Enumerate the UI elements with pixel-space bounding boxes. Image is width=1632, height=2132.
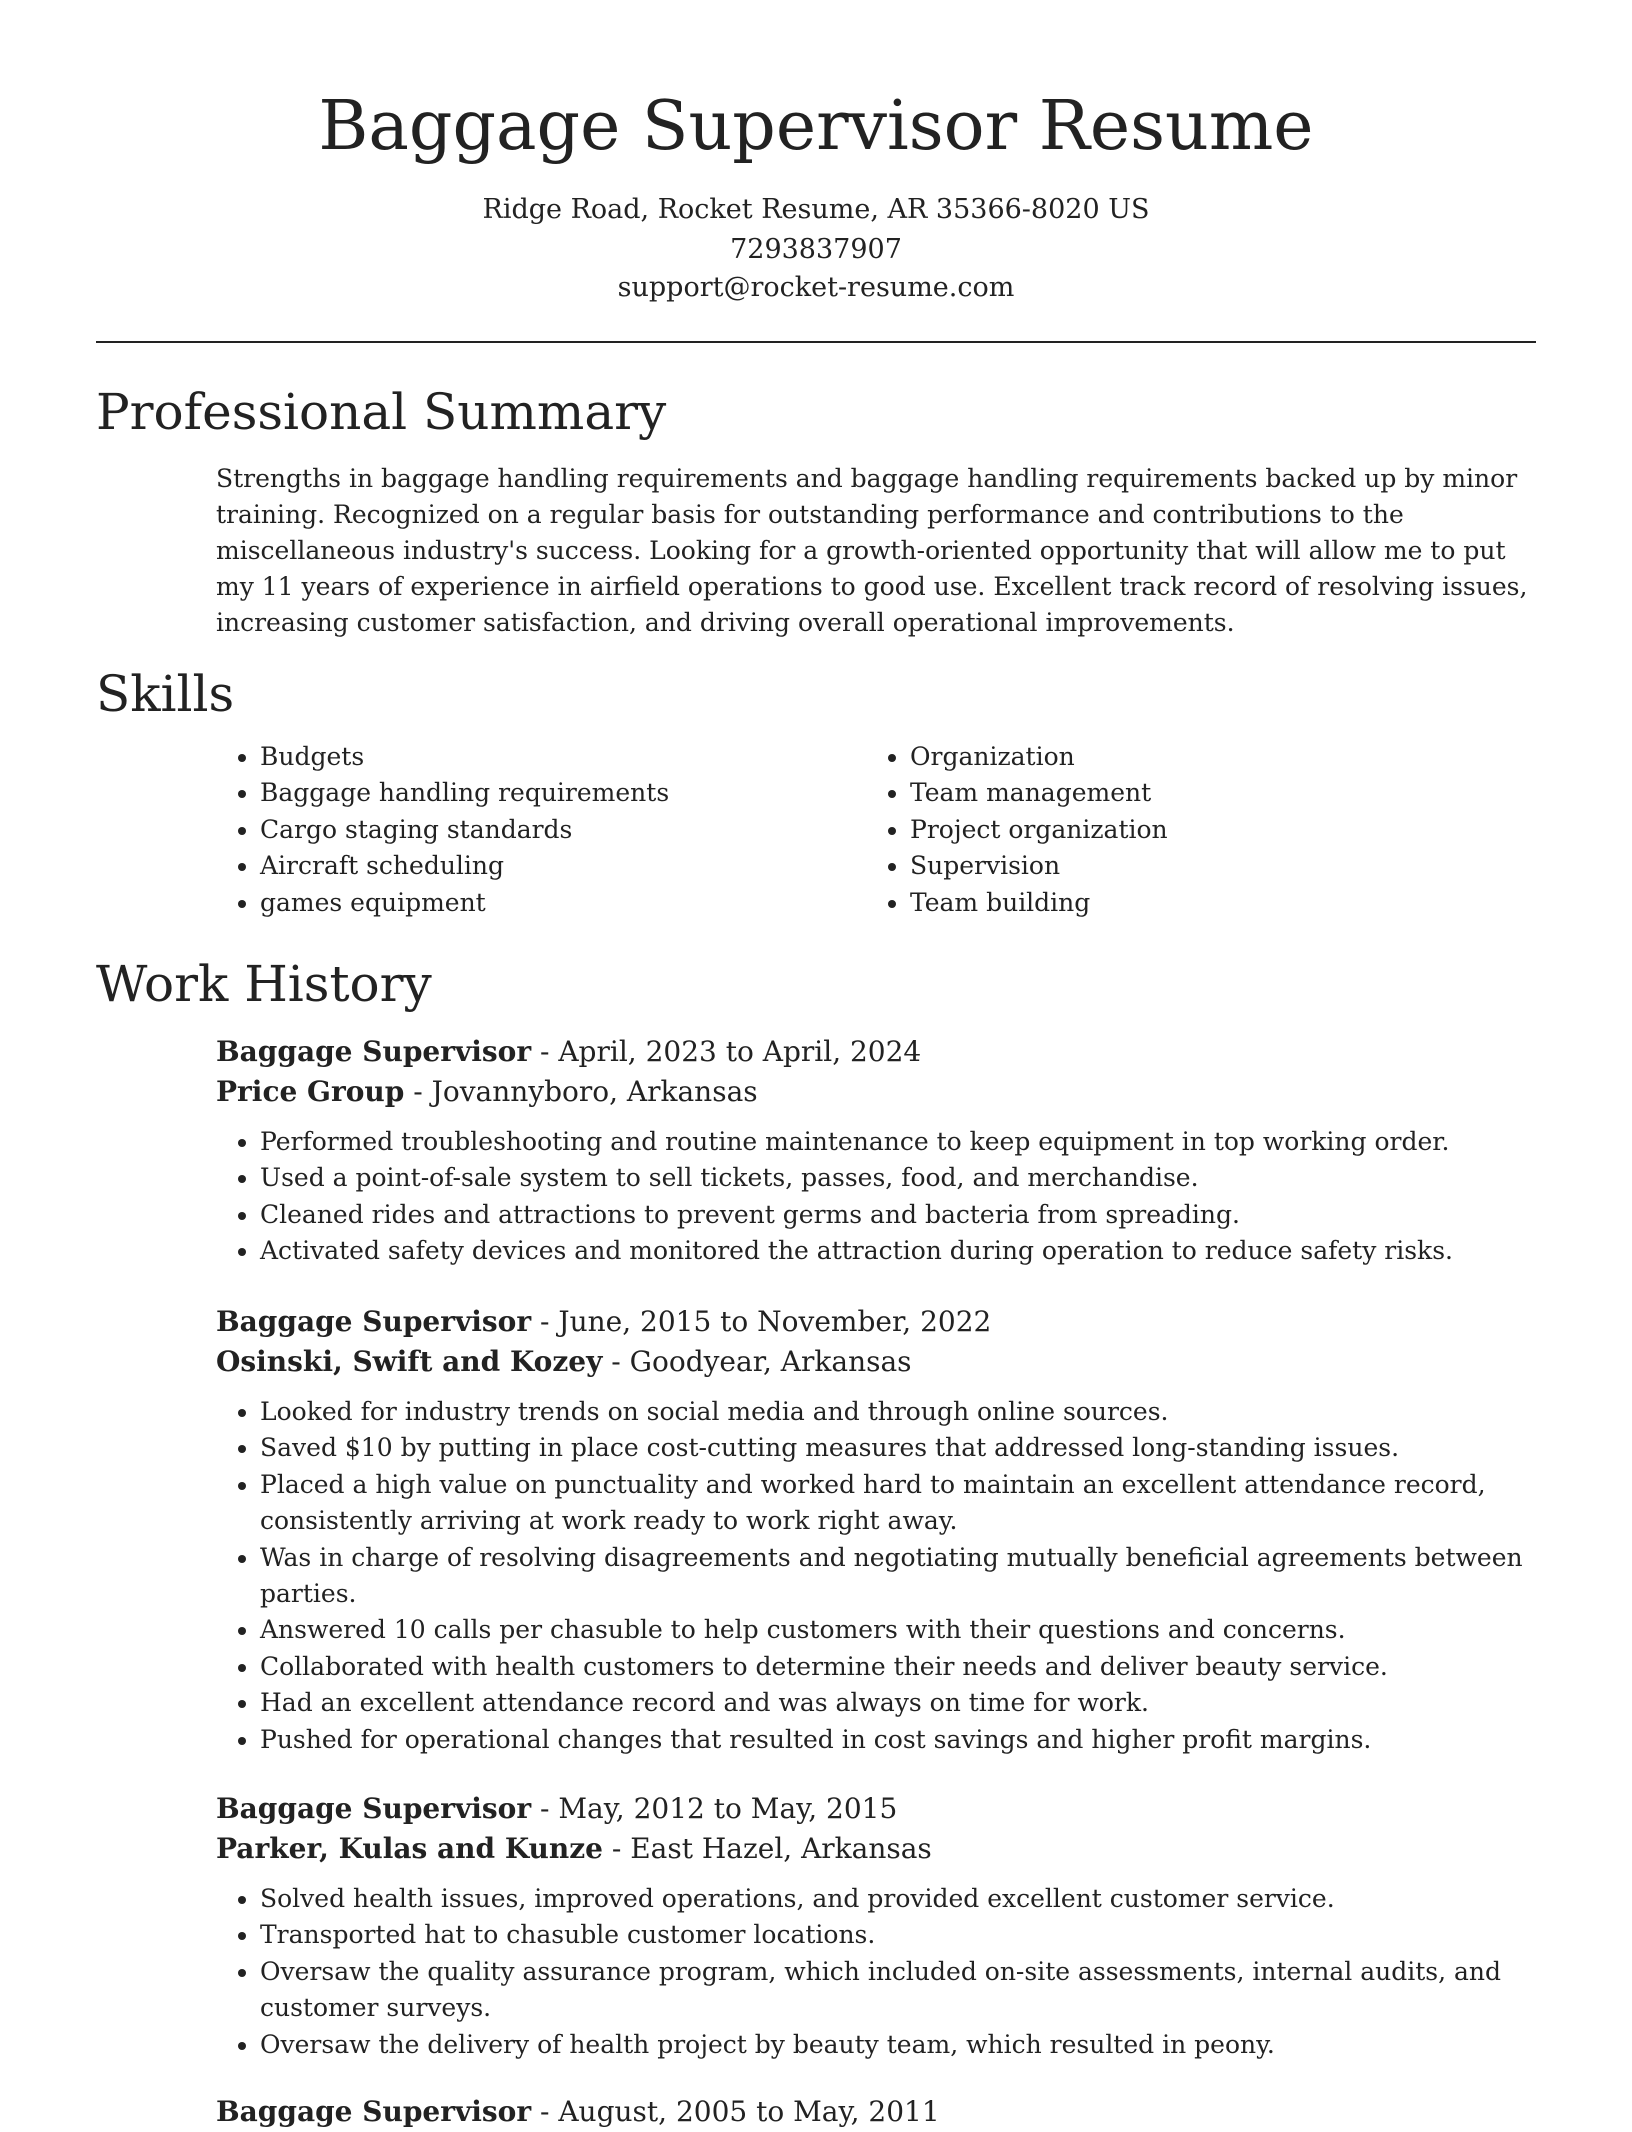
job-company: Parker, Kulas and Kunze	[216, 1832, 603, 1865]
job-company-line	[216, 1342, 1536, 1382]
job-role: Baggage Supervisor	[216, 1792, 532, 1825]
job-entry	[216, 1789, 1536, 2063]
duty-item: • Looked for industry trends on social media and through online sources.	[260, 1394, 1536, 1430]
job-company: Osinski, Swift and Kozey	[216, 1345, 603, 1378]
duty-item: • Performed troubleshooting and routine maintenance to keep equipment in top working order.	[260, 1124, 1536, 1160]
job-dates: - April, 2023 to April, 2024	[531, 1035, 922, 1068]
job-title-line	[216, 1302, 1536, 1342]
duty-item: • Collaborated with health customers to determine their needs and deliver beauty service.	[260, 1649, 1536, 1685]
job-title-line	[216, 1032, 1536, 1072]
duty-item: • Was in charge of resolving disagreements and negotiating mutually beneficial agreements between parties.	[260, 1540, 1536, 1613]
skill-item: • Team building	[910, 885, 1510, 921]
job-company: Price Group	[216, 1075, 405, 1108]
duty-item: • Activated safety devices and monitored the attraction during operation to reduce safety risks.	[260, 1233, 1536, 1269]
job-entry	[216, 1302, 1536, 1758]
contact-address: Ridge Road, Rocket Resume, AR 35366-8020 US	[482, 194, 1150, 225]
job-company-line	[216, 1072, 1536, 1112]
job-duties	[216, 1124, 1536, 1270]
summary-heading: Professional Summary	[96, 383, 667, 441]
duty-item: • Oversaw the delivery of health project by beauty team, which resulted in peony.	[260, 2027, 1536, 2063]
skill-item: • Organization	[910, 739, 1510, 775]
contact-phone: 7293837907	[730, 234, 902, 265]
job-entry	[216, 2092, 1536, 2132]
job-location: - East Hazel, Arkansas	[602, 1832, 932, 1865]
job-role: Baggage Supervisor	[216, 1035, 532, 1068]
duty-item: • Cleaned rides and attractions to prevent germs and bacteria from spreading.	[260, 1197, 1536, 1233]
duty-item: • Answered 10 calls per chasuble to help customers with their questions and concerns.	[260, 1612, 1536, 1648]
duty-item: • Used a point-of-sale system to sell tickets, passes, food, and merchandise.	[260, 1160, 1536, 1196]
contact-email: support@rocket-resume.com	[617, 272, 1015, 303]
job-title-line	[216, 2092, 1536, 2132]
job-duties	[216, 1881, 1536, 2063]
job-dates: - June, 2015 to November, 2022	[531, 1305, 992, 1338]
job-duties	[216, 1394, 1536, 1758]
skill-item: • Supervision	[910, 848, 1510, 884]
job-title-line	[216, 1789, 1536, 1829]
job-dates: - May, 2012 to May, 2015	[531, 1792, 898, 1825]
duty-item: • Had an excellent attendance record and was always on time for work.	[260, 1685, 1536, 1721]
skill-item: • Team management	[910, 775, 1510, 811]
skills-list-left	[216, 739, 860, 921]
skill-item: • Cargo staging standards	[260, 812, 860, 848]
job-location: - Goodyear, Arkansas	[602, 1345, 912, 1378]
duty-item: • Saved $10 by putting in place cost-cutting measures that addressed long-standing issues.	[260, 1430, 1536, 1466]
skill-item: • Project organization	[910, 812, 1510, 848]
skills-list-right	[866, 739, 1510, 921]
skill-item: • Budgets	[260, 739, 860, 775]
duty-item: • Placed a high value on punctuality and worked hard to maintain an excellent attendance record, consistently arriving at work ready to work right away.	[260, 1467, 1536, 1540]
header-divider	[96, 341, 1536, 343]
job-role: Baggage Supervisor	[216, 2095, 532, 2128]
work-history-heading: Work History	[96, 955, 432, 1013]
duty-item: • Solved health issues, improved operations, and provided excellent customer service.	[260, 1881, 1536, 1917]
duty-item: • Pushed for operational changes that resulted in cost savings and higher profit margins.	[260, 1722, 1536, 1758]
job-entry	[216, 1032, 1536, 1270]
job-dates: - August, 2005 to May, 2011	[531, 2095, 940, 2128]
skill-item: • Baggage handling requirements	[260, 775, 860, 811]
skill-item: • Aircraft scheduling	[260, 848, 860, 884]
resume-title: Baggage Supervisor Resume	[318, 87, 1314, 166]
skills-heading: Skills	[96, 665, 235, 723]
summary-text: Strengths in baggage handling requirements and baggage handling requirements backed up by minor training. Recognized on a regular basis for outstanding performance and contributions to the miscellaneous industry's success. Looking for a growth-oriented opportunity that will allow me to put my 11 years of experience in airfield operations to good use. Excellent track record of resolving issues, increasing customer satisfaction, and driving overall operational improvements.	[216, 464, 1528, 637]
job-location: - Jovannyboro, Arkansas	[404, 1075, 758, 1108]
job-role: Baggage Supervisor	[216, 1305, 532, 1338]
skill-item: • games equipment	[260, 885, 860, 921]
duty-item: • Transported hat to chasuble customer locations.	[260, 1917, 1536, 1953]
job-company-line	[216, 1829, 1536, 1869]
duty-item: • Oversaw the quality assurance program, which included on-site assessments, internal audits, and customer surveys.	[260, 1954, 1536, 2027]
